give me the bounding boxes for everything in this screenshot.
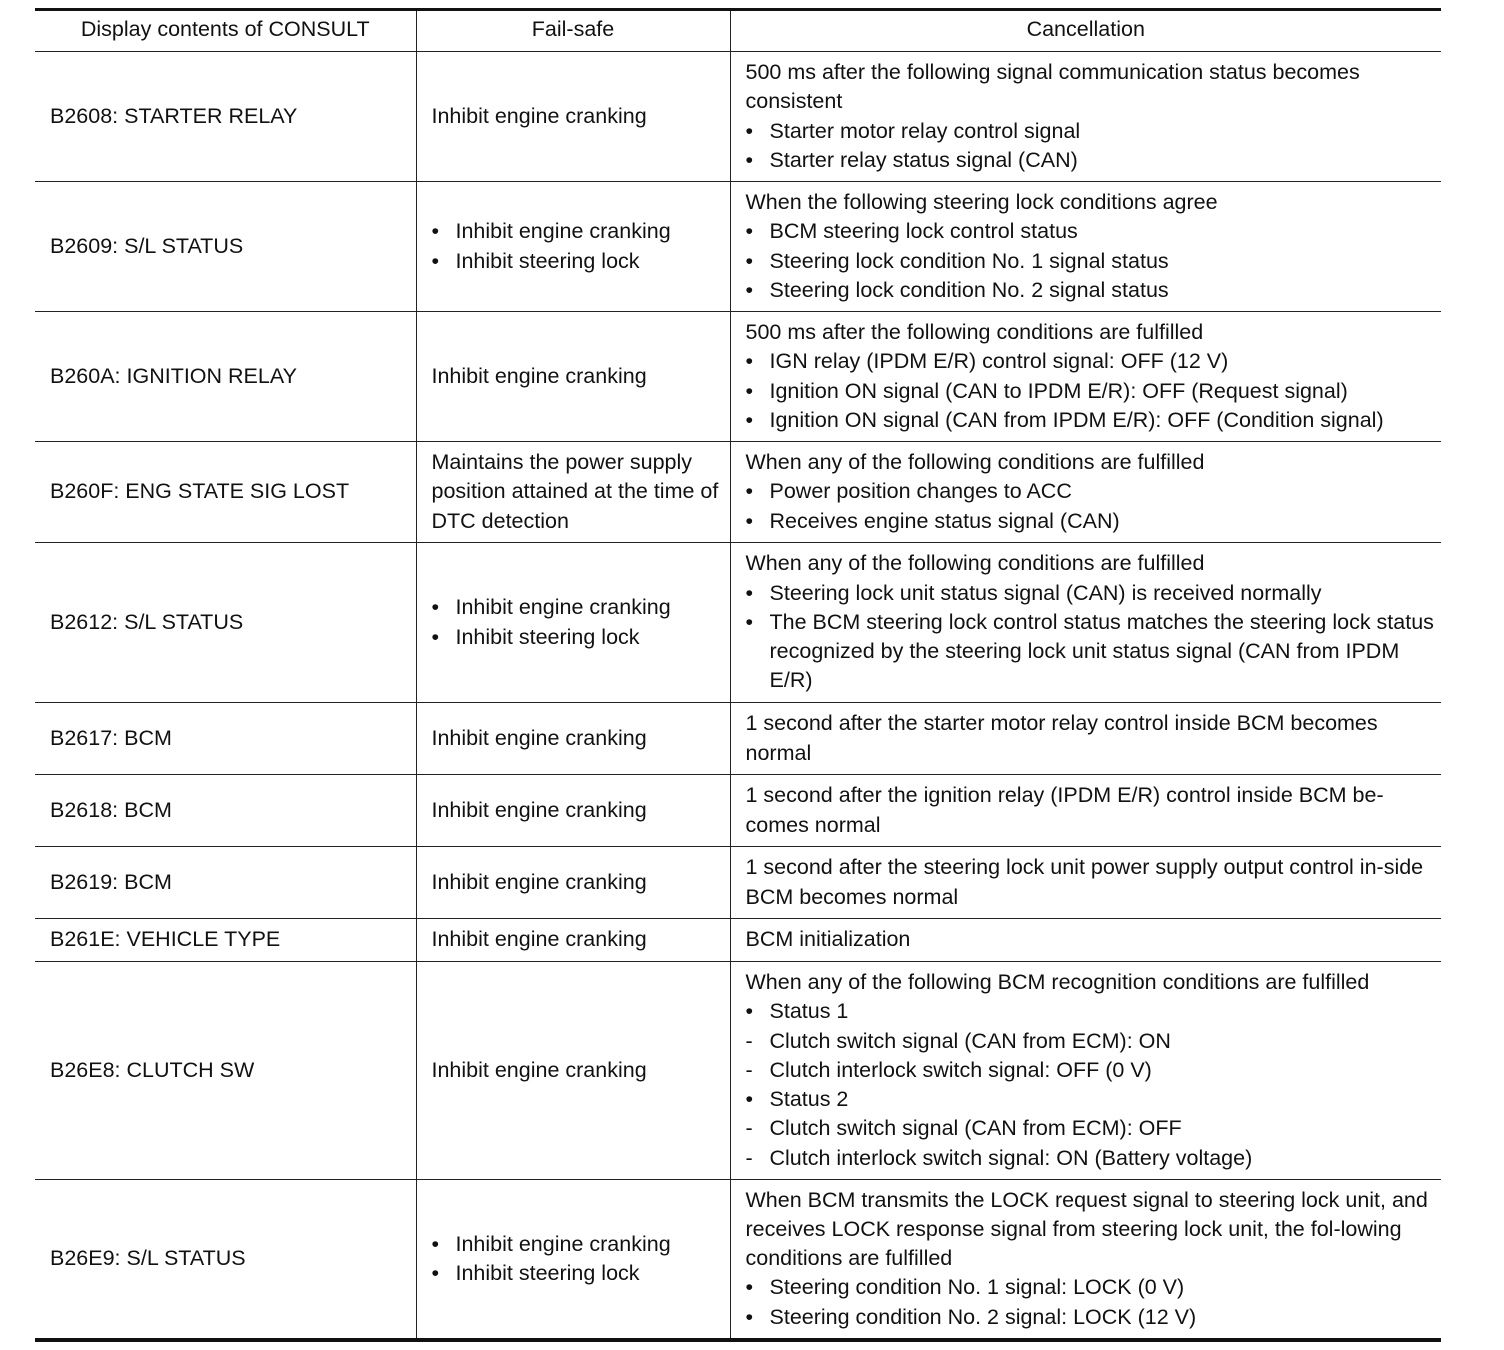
cell-line <box>746 709 1436 767</box>
cell-consult: B26E8: CLUTCH SW <box>35 962 416 1180</box>
cell-line <box>746 188 1436 217</box>
cell-line <box>746 117 1436 146</box>
table-row <box>35 182 1441 312</box>
fail-safe-table <box>35 8 1441 1342</box>
line-text: Inhibit engine cranking <box>431 927 647 952</box>
line-text: 500 ms after the following conditions are fulfilled <box>745 320 1204 345</box>
bullet-marker: • <box>745 407 754 432</box>
cell-fail-safe <box>416 919 730 962</box>
bullet-marker: • <box>745 479 754 504</box>
cell-line <box>432 796 724 825</box>
cell-line <box>432 362 724 391</box>
bullet-marker: • <box>745 508 754 533</box>
cell-fail-safe <box>416 52 730 182</box>
cell-line <box>746 1273 1436 1302</box>
line-text: Inhibit steering lock <box>455 248 640 273</box>
line-text: When any of the following conditions are fulfilled <box>745 551 1205 576</box>
bullet-marker: • <box>745 349 754 374</box>
cell-line <box>746 146 1436 175</box>
line-text: Inhibit engine cranking <box>431 797 647 822</box>
cell-fail-safe <box>416 442 730 543</box>
table-row <box>35 775 1441 847</box>
cell-line <box>746 318 1436 347</box>
line-text: 1 second after the starter motor relay control inside BCM becomes normal <box>745 711 1378 765</box>
line-text: Receives engine status signal (CAN) <box>769 508 1120 533</box>
cell-line <box>432 724 724 753</box>
cell-fail-safe <box>416 775 730 847</box>
cell-cancellation <box>730 52 1441 182</box>
cell-cancellation <box>730 312 1441 442</box>
line-text: Clutch interlock switch signal: OFF (0 V) <box>769 1057 1152 1082</box>
cell-consult: B2618: BCM <box>35 775 416 847</box>
line-text: Power position changes to ACC <box>769 479 1072 504</box>
dash-marker: - <box>745 1145 753 1170</box>
cell-line <box>746 448 1436 477</box>
cell-line <box>746 968 1436 997</box>
cell-line <box>746 347 1436 376</box>
line-text: Status 2 <box>769 1087 849 1112</box>
cell-fail-safe <box>416 182 730 312</box>
cell-line <box>746 1186 1436 1274</box>
cell-cancellation <box>730 847 1441 919</box>
cell-line <box>746 997 1436 1026</box>
cell-line <box>746 608 1436 696</box>
line-text: Inhibit engine cranking <box>431 103 647 128</box>
line-text: When BCM transmits the LOCK request signal to steering lock unit, and receives LOCK response signal from steering lock unit, the fol-lowing conditions are fulfilled <box>745 1187 1428 1271</box>
line-text: Maintains the power supply position attained at the time of DTC detection <box>431 450 719 533</box>
cell-line <box>432 1056 724 1085</box>
cell-line <box>746 549 1436 578</box>
cell-consult: B2608: STARTER RELAY <box>35 52 416 182</box>
cell-line <box>746 217 1436 246</box>
line-text: Starter motor relay control signal <box>769 118 1081 143</box>
cell-line <box>432 1230 724 1259</box>
cell-consult: B2619: BCM <box>35 847 416 919</box>
table-row <box>35 847 1441 919</box>
cell-line <box>746 1144 1436 1173</box>
cell-line <box>432 868 724 897</box>
line-text: Inhibit engine cranking <box>431 1057 647 1082</box>
cell-fail-safe <box>416 962 730 1180</box>
cell-cancellation <box>730 775 1441 847</box>
cell-line <box>432 448 724 536</box>
table-row <box>35 1180 1441 1340</box>
bullet-marker: • <box>745 609 754 634</box>
line-text: Clutch switch signal (CAN from ECM): OFF <box>769 1116 1182 1141</box>
cell-line <box>746 853 1436 911</box>
cell-line <box>432 102 724 131</box>
cell-line <box>746 781 1436 839</box>
header-fail-safe: Fail-safe <box>416 10 730 52</box>
dash-marker: - <box>745 1028 753 1053</box>
cell-fail-safe <box>416 543 730 703</box>
cell-line <box>432 217 724 246</box>
cell-line <box>746 579 1436 608</box>
cell-line <box>746 1027 1436 1056</box>
cell-line <box>746 1303 1436 1332</box>
line-text: IGN relay (IPDM E/R) control signal: OFF (12 V) <box>769 349 1229 374</box>
cell-consult: B260F: ENG STATE SIG LOST <box>35 442 416 543</box>
cell-cancellation <box>730 962 1441 1180</box>
cell-line <box>432 247 724 276</box>
bullet-marker: • <box>745 580 754 605</box>
cell-line <box>746 276 1436 305</box>
line-text: Clutch switch signal (CAN from ECM): ON <box>769 1028 1171 1053</box>
bullet-marker: • <box>745 219 754 244</box>
line-text: Steering lock condition No. 1 signal status <box>769 248 1169 273</box>
cell-consult: B261E: VEHICLE TYPE <box>35 919 416 962</box>
cell-line <box>432 1259 724 1288</box>
table-row <box>35 543 1441 703</box>
bullet-marker: • <box>745 277 754 302</box>
bullet-marker: • <box>745 1304 754 1329</box>
line-text: Inhibit engine cranking <box>455 1231 671 1256</box>
cell-line <box>746 247 1436 276</box>
cell-consult: B26E9: S/L STATUS <box>35 1180 416 1340</box>
table-row <box>35 52 1441 182</box>
cell-consult: B2617: BCM <box>35 703 416 775</box>
line-text: Inhibit engine cranking <box>431 869 647 894</box>
table-row <box>35 962 1441 1180</box>
cell-cancellation <box>730 442 1441 543</box>
cell-line <box>432 925 724 954</box>
bullet-marker: • <box>745 999 754 1024</box>
line-text: 1 second after the steering lock unit power supply output control in-side BCM becomes normal <box>745 855 1424 909</box>
line-text: Clutch interlock switch signal: ON (Battery voltage) <box>769 1145 1253 1170</box>
line-text: 1 second after the ignition relay (IPDM E/R) control inside BCM be-comes normal <box>745 783 1384 837</box>
cell-line <box>432 623 724 652</box>
table-row <box>35 442 1441 543</box>
cell-cancellation <box>730 543 1441 703</box>
table-body <box>35 52 1441 1340</box>
dash-marker: - <box>745 1057 753 1082</box>
table-header-row <box>35 10 1441 52</box>
line-text: BCM steering lock control status <box>769 219 1078 244</box>
bullet-marker: • <box>745 248 754 273</box>
cell-cancellation <box>730 703 1441 775</box>
bullet-marker: • <box>431 219 440 244</box>
line-text: When any of the following conditions are fulfilled <box>745 450 1205 475</box>
line-text: Inhibit steering lock <box>455 624 640 649</box>
line-text: Ignition ON signal (CAN to IPDM E/R): OFF (Request signal) <box>769 378 1348 403</box>
cell-line <box>746 1056 1436 1085</box>
line-text: The BCM steering lock control status matches the steering lock status recognized by the steering lock unit status signal (CAN from IPDM E/R) <box>769 609 1434 693</box>
line-text: When the following steering lock conditions agree <box>745 190 1218 215</box>
bullet-marker: • <box>745 1087 754 1112</box>
cell-line <box>432 593 724 622</box>
bullet-marker: • <box>745 1275 754 1300</box>
cell-line <box>746 377 1436 406</box>
table-row <box>35 703 1441 775</box>
table-row <box>35 919 1441 962</box>
line-text: Inhibit engine cranking <box>455 219 671 244</box>
bullet-marker: • <box>431 595 440 620</box>
bullet-marker: • <box>431 1260 440 1285</box>
header-consult: Display contents of CONSULT <box>35 10 416 52</box>
line-text: Starter relay status signal (CAN) <box>769 147 1078 172</box>
line-text: Steering lock unit status signal (CAN) is received normally <box>769 580 1322 605</box>
cell-cancellation <box>730 182 1441 312</box>
cell-consult: B2609: S/L STATUS <box>35 182 416 312</box>
cell-fail-safe <box>416 312 730 442</box>
cell-line <box>746 1114 1436 1143</box>
line-text: Steering lock condition No. 2 signal status <box>769 277 1169 302</box>
cell-line <box>746 925 1436 954</box>
cell-consult: B260A: IGNITION RELAY <box>35 312 416 442</box>
line-text: Inhibit steering lock <box>455 1260 640 1285</box>
line-text: Inhibit engine cranking <box>431 725 647 750</box>
bullet-marker: • <box>745 147 754 172</box>
cell-line <box>746 406 1436 435</box>
header-cancellation: Cancellation <box>730 10 1441 52</box>
bullet-marker: • <box>745 118 754 143</box>
line-text: Inhibit engine cranking <box>455 595 671 620</box>
line-text: Ignition ON signal (CAN from IPDM E/R): OFF (Condition signal) <box>769 407 1384 432</box>
dash-marker: - <box>745 1116 753 1141</box>
cell-fail-safe <box>416 703 730 775</box>
bullet-marker: • <box>431 248 440 273</box>
line-text: Steering condition No. 2 signal: LOCK (12 V) <box>769 1304 1197 1329</box>
cell-fail-safe <box>416 1180 730 1340</box>
bullet-marker: • <box>745 378 754 403</box>
line-text: Inhibit engine cranking <box>431 363 647 388</box>
cell-line <box>746 1085 1436 1114</box>
bullet-marker: • <box>431 1231 440 1256</box>
cell-line <box>746 507 1436 536</box>
line-text: When any of the following BCM recognition conditions are fulfilled <box>745 970 1370 995</box>
cell-cancellation <box>730 1180 1441 1340</box>
line-text: Status 1 <box>769 999 849 1024</box>
table-row <box>35 312 1441 442</box>
cell-line <box>746 58 1436 116</box>
cell-consult: B2612: S/L STATUS <box>35 543 416 703</box>
cell-line <box>746 477 1436 506</box>
line-text: Steering condition No. 1 signal: LOCK (0 V) <box>769 1275 1185 1300</box>
line-text: 500 ms after the following signal communication status becomes consistent <box>745 60 1360 114</box>
cell-fail-safe <box>416 847 730 919</box>
bullet-marker: • <box>431 624 440 649</box>
cell-cancellation <box>730 919 1441 962</box>
line-text: BCM initialization <box>745 927 911 952</box>
